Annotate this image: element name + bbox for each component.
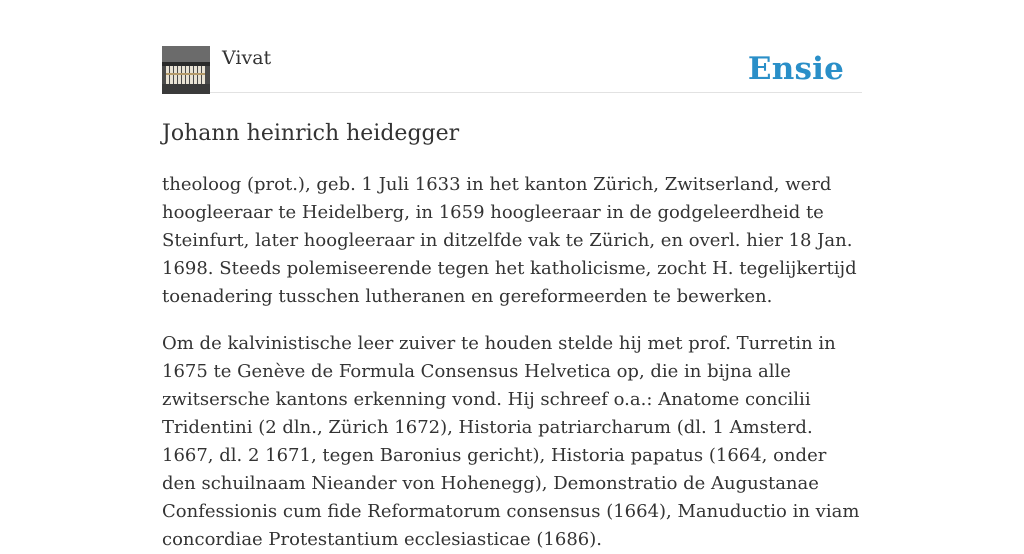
article-title: Johann heinrich heidegger: [162, 121, 460, 146]
brand-logo[interactable]: Ensie: [747, 51, 844, 87]
article-container: [162, 46, 862, 554]
article-paragraph: Om de kalvinistische leer zuiver te houden stelde hij met prof. Turretin in 1675 te Genève de Formula Consensus Helvetica op, die in bijna alle zwitsersche kantons erkenning vond. Hij schreef o.a.: Anatome concilii Tridentini (2 dln., Zürich 1672), Historia patriarcharum (dl. 1 Amsterd. 1667, dl. 2 1671, tegen Baronius gericht), Historia papatus (1664, onder den schuilnaam Nieander von Hohenegg), Demonstratio de Augustanae Confessionis cum fide Reformatorum consensus (1664), Manuductio in viam concordiae Protestantium ecclesiasticae (1686).: [162, 333, 860, 550]
header: [162, 46, 862, 93]
books-shelf-icon[interactable]: [162, 46, 210, 94]
article-paragraph: theoloog (prot.), geb. 1 Juli 1633 in het kanton Zürich, Zwitserland, werd hoogleeraar te Heidelberg, in 1659 hoogleeraar in de godgeleerdheid te Steinfurt, later hoogleeraar in ditzelfde vak te Zürich, en overl. hier 18 Jan. 1698. Steeds polemiseerende tegen het katholicisme, zocht H. tegelijkertijd toenadering tusschen lutheranen en gereformeerden te bewerken.: [162, 174, 857, 307]
source-name[interactable]: Vivat: [222, 47, 272, 69]
